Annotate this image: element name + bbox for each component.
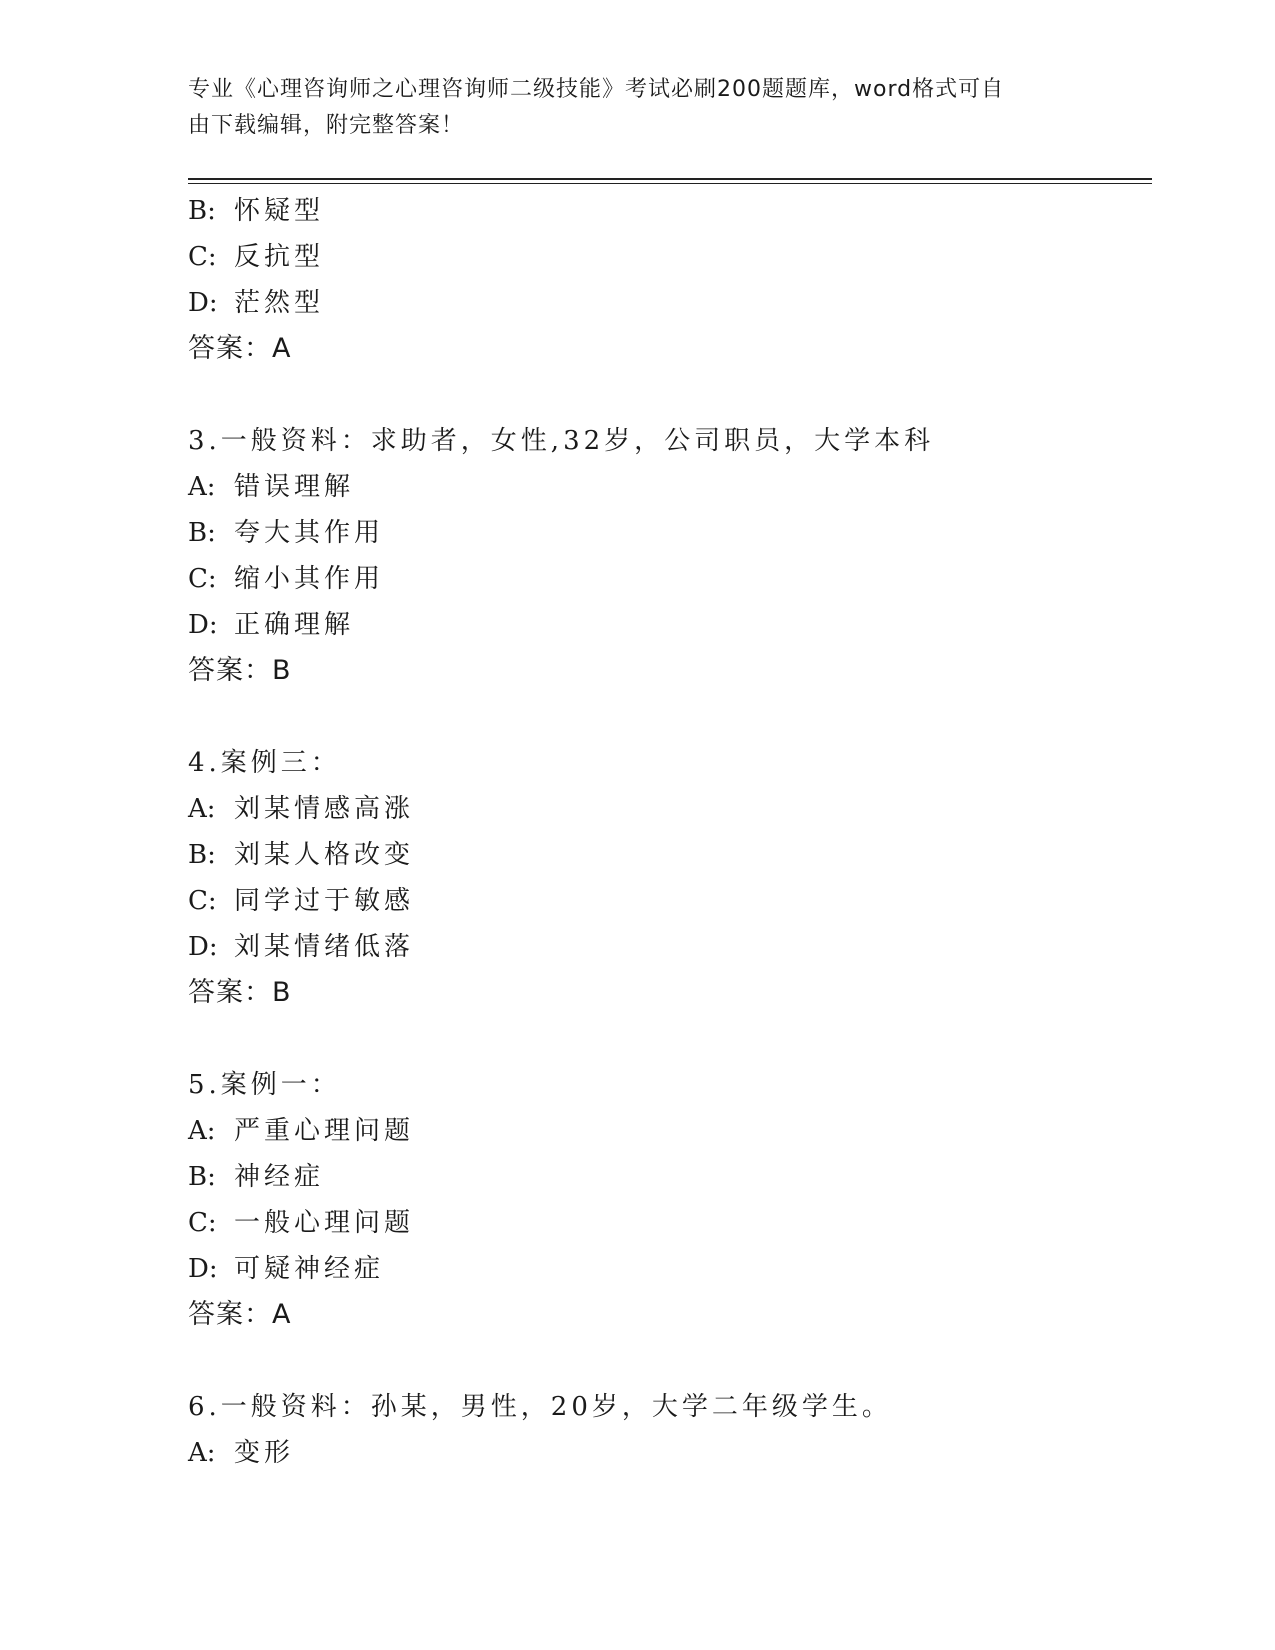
- option-item: [188, 1108, 1152, 1154]
- option-letter: A:: [188, 1438, 216, 1468]
- spacer: [188, 372, 1152, 418]
- option-text: 可疑神经症: [234, 1254, 385, 1284]
- question-5: [188, 1062, 1152, 1338]
- question-6: [188, 1384, 1152, 1476]
- spacer: [188, 1016, 1152, 1062]
- answer-line: 答案：A: [188, 333, 292, 364]
- option-text: 刘某情绪低落: [234, 932, 415, 962]
- option-text: 同学过于敏感: [234, 886, 415, 916]
- spacer: [188, 694, 1152, 740]
- option-item: [188, 1200, 1152, 1246]
- option-item: [188, 924, 1152, 970]
- answer-line: 答案：B: [188, 977, 292, 1008]
- question-stem: 6.一般资料：孙某，男性，20岁，大学二年级学生。: [188, 1392, 892, 1422]
- option-item: [188, 1246, 1152, 1292]
- option-item: [188, 602, 1152, 648]
- option-item: [188, 832, 1152, 878]
- option-letter: D:: [188, 932, 218, 962]
- option-letter: D:: [188, 1254, 218, 1284]
- option-item: [188, 188, 1152, 234]
- option-item: [188, 556, 1152, 602]
- option-item: [188, 1154, 1152, 1200]
- option-letter: C:: [188, 886, 217, 916]
- option-text: 变形: [234, 1438, 295, 1468]
- answer-line: 答案：B: [188, 655, 292, 686]
- question-3: [188, 418, 1152, 694]
- option-item: [188, 786, 1152, 832]
- option-item: [188, 510, 1152, 556]
- option-item: [188, 878, 1152, 924]
- question-stem: 5.案例一：: [188, 1070, 341, 1100]
- option-letter: B:: [188, 1162, 216, 1192]
- option-letter: D:: [188, 610, 218, 640]
- header-divider-thin: [188, 183, 1152, 184]
- header-divider-thick: [188, 178, 1152, 180]
- answer-line: 答案：A: [188, 1299, 292, 1330]
- option-letter: C:: [188, 242, 217, 272]
- option-letter: A:: [188, 794, 216, 824]
- option-item: [188, 234, 1152, 280]
- option-text: 正确理解: [234, 610, 355, 640]
- option-text: 错误理解: [234, 472, 355, 502]
- option-letter: A:: [188, 472, 216, 502]
- option-letter: B:: [188, 840, 216, 870]
- option-letter: D:: [188, 288, 218, 318]
- option-item: [188, 280, 1152, 326]
- option-text: 缩小其作用: [234, 564, 385, 594]
- question-stem: 4.案例三：: [188, 748, 341, 778]
- document-header: [188, 72, 1068, 144]
- option-letter: B:: [188, 518, 216, 548]
- option-letter: A:: [188, 1116, 216, 1146]
- option-item: [188, 464, 1152, 510]
- option-text: 刘某人格改变: [234, 840, 415, 870]
- option-letter: C:: [188, 1208, 217, 1238]
- option-text: 神经症: [234, 1162, 325, 1192]
- option-text: 夸大其作用: [234, 518, 385, 548]
- option-text: 一般心理问题: [234, 1208, 415, 1238]
- option-letter: C:: [188, 564, 217, 594]
- option-text: 反抗型: [234, 242, 325, 272]
- question-list: [188, 188, 1152, 1476]
- option-text: 茫然型: [234, 288, 325, 318]
- header-line-2: 由下载编辑，附完整答案！: [188, 113, 465, 138]
- option-text: 怀疑型: [234, 196, 325, 226]
- option-text: 严重心理问题: [234, 1116, 415, 1146]
- question-2-continued: [188, 188, 1152, 372]
- question-4: [188, 740, 1152, 1016]
- option-letter: B:: [188, 196, 216, 226]
- option-text: 刘某情感高涨: [234, 794, 415, 824]
- spacer: [188, 1338, 1152, 1384]
- question-stem: 3.一般资料：求助者，女性,32岁，公司职员，大学本科: [188, 426, 935, 456]
- option-item: [188, 1430, 1152, 1476]
- header-line-1: 专业《心理咨询师之心理咨询师二级技能》考试必刷200题题库，word格式可自: [188, 77, 1005, 102]
